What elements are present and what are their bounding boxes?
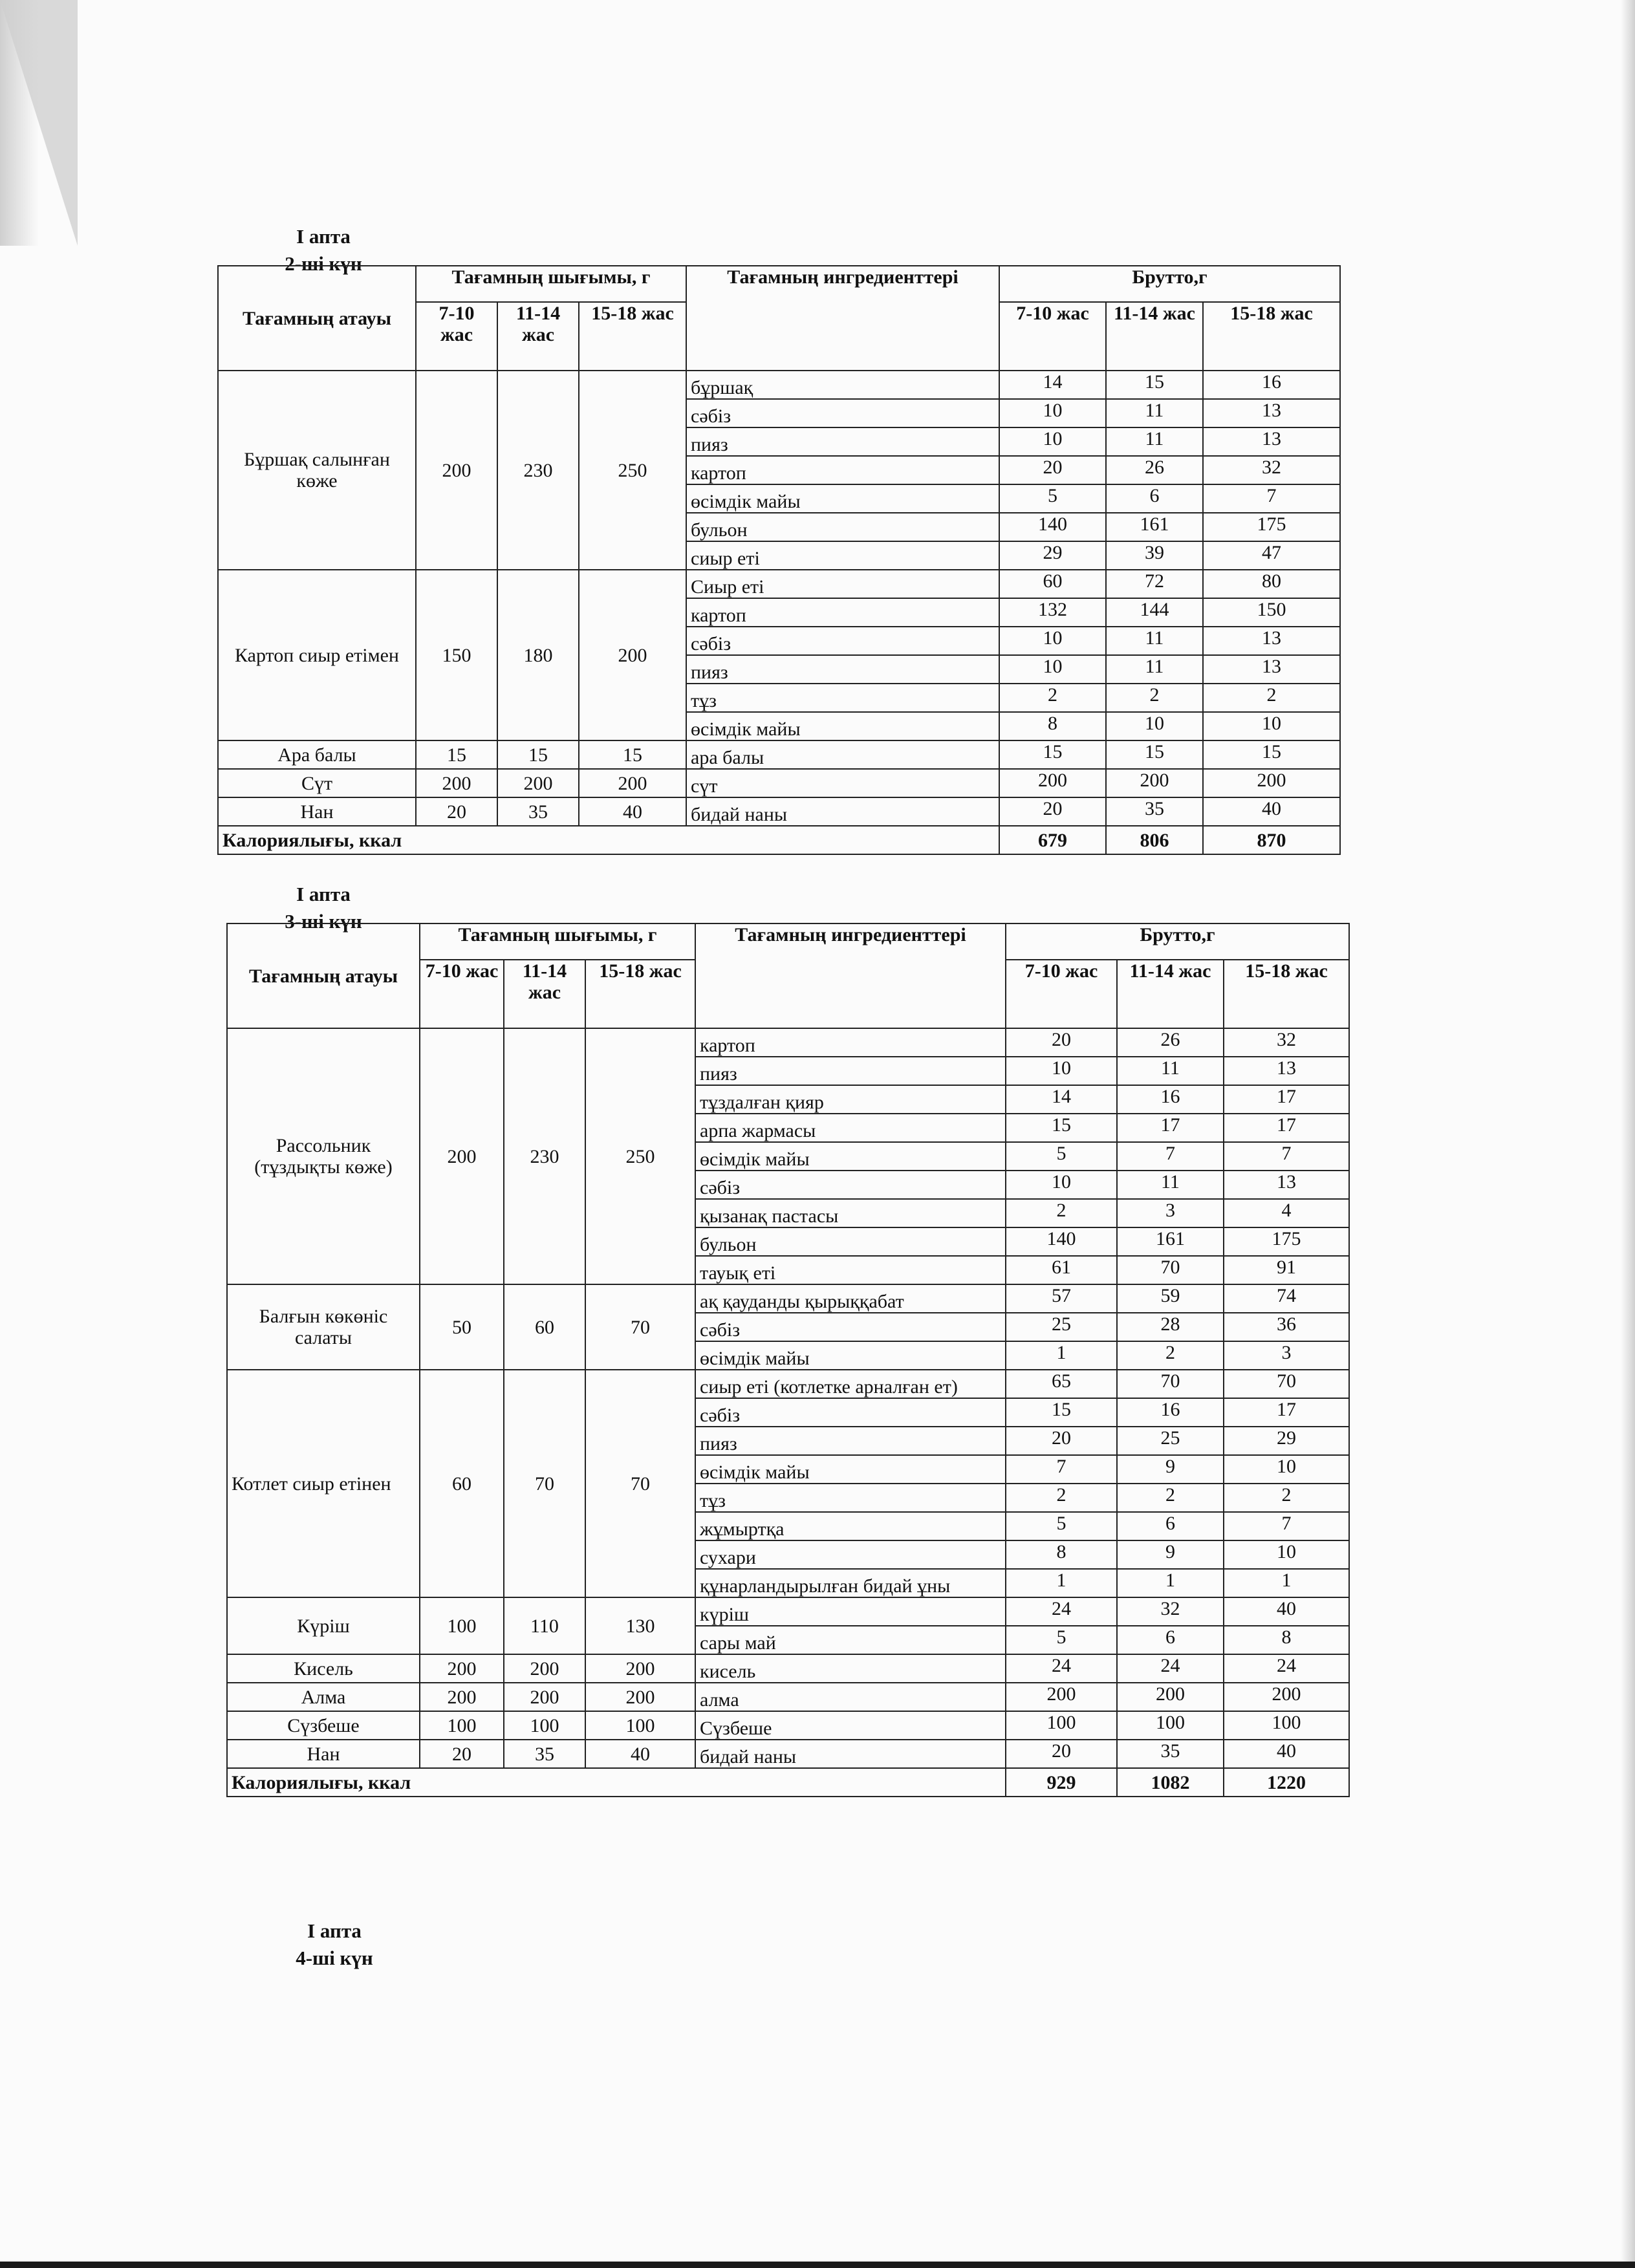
brutto-11-14: 11 bbox=[1106, 399, 1203, 427]
dish-name: Сүзбеше bbox=[227, 1711, 420, 1740]
brutto-11-14: 6 bbox=[1106, 484, 1203, 513]
ingredient-name: картоп bbox=[686, 456, 999, 484]
brutto-15-18: 91 bbox=[1224, 1256, 1349, 1284]
brutto-7-10: 20 bbox=[999, 797, 1106, 826]
ingredient-name: сәбіз bbox=[695, 1398, 1006, 1427]
brutto-11-14: 11 bbox=[1106, 427, 1203, 456]
table-row bbox=[227, 1597, 1349, 1626]
brutto-11-14: 9 bbox=[1117, 1455, 1224, 1484]
brutto-7-10: 5 bbox=[1006, 1512, 1117, 1540]
ingredient-name: қызанақ пастасы bbox=[695, 1199, 1006, 1227]
dish-output-15-18: 250 bbox=[579, 371, 686, 570]
day3-body bbox=[227, 1028, 1349, 1797]
brutto-11-14: 28 bbox=[1117, 1313, 1224, 1341]
brutto-7-10: 200 bbox=[999, 769, 1106, 797]
brutto-7-10: 2 bbox=[1006, 1484, 1117, 1512]
dish-output-15-18: 70 bbox=[585, 1284, 695, 1370]
brutto-7-10: 20 bbox=[1006, 1427, 1117, 1455]
ingredient-name: бульон bbox=[686, 513, 999, 541]
brutto-7-10: 10 bbox=[999, 627, 1106, 655]
ingredient-name: сары май bbox=[695, 1626, 1006, 1654]
dish-output-11-14: 230 bbox=[504, 1028, 585, 1284]
brutto-15-18: 2 bbox=[1224, 1484, 1349, 1512]
calorie-total-11-14: 806 bbox=[1106, 826, 1203, 854]
calorie-total-15-18: 1220 bbox=[1224, 1768, 1349, 1797]
calorie-row bbox=[227, 1768, 1349, 1797]
header-output-age-11-14: 11-14 жас bbox=[504, 960, 585, 1028]
dish-output-15-18: 250 bbox=[585, 1028, 695, 1284]
header-brutto-age-7-10: 7-10 жас bbox=[1006, 960, 1117, 1028]
ingredient-name: сәбіз bbox=[686, 399, 999, 427]
calorie-label: Калориялығы, ккал bbox=[227, 1768, 1006, 1797]
brutto-7-10: 57 bbox=[1006, 1284, 1117, 1313]
brutto-7-10: 1 bbox=[1006, 1341, 1117, 1370]
dish-output-7-10: 200 bbox=[420, 1654, 504, 1683]
page-corner-shadow bbox=[0, 0, 39, 246]
ingredient-name: өсімдік майы bbox=[695, 1455, 1006, 1484]
brutto-15-18: 200 bbox=[1203, 769, 1340, 797]
dish-output-7-10: 200 bbox=[416, 371, 497, 570]
header-output-age-15-18: 15-18 жас bbox=[585, 960, 695, 1028]
header-brutto: Брутто,г bbox=[999, 266, 1340, 302]
brutto-11-14: 100 bbox=[1117, 1711, 1224, 1740]
brutto-15-18: 10 bbox=[1224, 1540, 1349, 1569]
dish-name: Сүт bbox=[218, 769, 416, 797]
brutto-15-18: 13 bbox=[1203, 627, 1340, 655]
dish-name: Рассольник (тұздықты көже) bbox=[227, 1028, 420, 1284]
ingredient-name: бульон bbox=[695, 1227, 1006, 1256]
dish-name: Күріш bbox=[227, 1597, 420, 1654]
brutto-7-10: 2 bbox=[999, 684, 1106, 712]
dish-output-11-14: 100 bbox=[504, 1711, 585, 1740]
table-row bbox=[227, 1370, 1349, 1398]
brutto-15-18: 100 bbox=[1224, 1711, 1349, 1740]
dish-output-11-14: 200 bbox=[504, 1683, 585, 1711]
dish-output-7-10: 200 bbox=[416, 769, 497, 797]
calorie-label: Калориялығы, ккал bbox=[218, 826, 999, 854]
brutto-15-18: 24 bbox=[1224, 1654, 1349, 1683]
brutto-11-14: 7 bbox=[1117, 1142, 1224, 1171]
brutto-15-18: 7 bbox=[1203, 484, 1340, 513]
brutto-15-18: 13 bbox=[1203, 655, 1340, 684]
table-row bbox=[227, 1711, 1349, 1740]
table-row bbox=[218, 797, 1340, 826]
brutto-7-10: 10 bbox=[1006, 1057, 1117, 1085]
brutto-7-10: 25 bbox=[1006, 1313, 1117, 1341]
dish-name: Нан bbox=[227, 1740, 420, 1768]
brutto-7-10: 5 bbox=[1006, 1626, 1117, 1654]
brutto-7-10: 5 bbox=[1006, 1142, 1117, 1171]
calorie-total-7-10: 929 bbox=[1006, 1768, 1117, 1797]
ingredient-name: бидай наны bbox=[695, 1740, 1006, 1768]
brutto-15-18: 15 bbox=[1203, 740, 1340, 769]
table-row bbox=[227, 1654, 1349, 1683]
dish-output-15-18: 200 bbox=[585, 1683, 695, 1711]
brutto-11-14: 16 bbox=[1117, 1085, 1224, 1114]
ingredient-name: алма bbox=[695, 1683, 1006, 1711]
brutto-7-10: 65 bbox=[1006, 1370, 1117, 1398]
ingredient-name: тұздалған қияр bbox=[695, 1085, 1006, 1114]
brutto-11-14: 3 bbox=[1117, 1199, 1224, 1227]
dish-output-15-18: 200 bbox=[585, 1654, 695, 1683]
brutto-15-18: 7 bbox=[1224, 1512, 1349, 1540]
brutto-11-14: 32 bbox=[1117, 1597, 1224, 1626]
ingredient-name: сәбіз bbox=[695, 1313, 1006, 1341]
brutto-7-10: 10 bbox=[1006, 1171, 1117, 1199]
brutto-11-14: 59 bbox=[1117, 1284, 1224, 1313]
ingredient-name: жұмыртқа bbox=[695, 1512, 1006, 1540]
dish-name: Нан bbox=[218, 797, 416, 826]
ingredient-name: пияз bbox=[686, 427, 999, 456]
brutto-11-14: 26 bbox=[1106, 456, 1203, 484]
brutto-11-14: 2 bbox=[1117, 1484, 1224, 1512]
brutto-7-10: 7 bbox=[1006, 1455, 1117, 1484]
brutto-11-14: 11 bbox=[1117, 1171, 1224, 1199]
dish-name: Алма bbox=[227, 1683, 420, 1711]
table-row bbox=[227, 1284, 1349, 1313]
brutto-7-10: 15 bbox=[1006, 1114, 1117, 1142]
table-row bbox=[227, 1683, 1349, 1711]
calorie-row bbox=[218, 826, 1340, 854]
ingredient-name: тұз bbox=[686, 684, 999, 712]
ingredient-name: тұз bbox=[695, 1484, 1006, 1512]
brutto-11-14: 200 bbox=[1106, 769, 1203, 797]
brutto-11-14: 161 bbox=[1117, 1227, 1224, 1256]
brutto-7-10: 20 bbox=[1006, 1740, 1117, 1768]
brutto-15-18: 80 bbox=[1203, 570, 1340, 598]
dish-output-15-18: 40 bbox=[579, 797, 686, 826]
brutto-11-14: 161 bbox=[1106, 513, 1203, 541]
brutto-11-14: 15 bbox=[1106, 371, 1203, 399]
dish-output-11-14: 60 bbox=[504, 1284, 585, 1370]
ingredient-name: пияз bbox=[686, 655, 999, 684]
brutto-15-18: 40 bbox=[1224, 1597, 1349, 1626]
table-row bbox=[218, 769, 1340, 797]
brutto-11-14: 144 bbox=[1106, 598, 1203, 627]
dish-output-15-18: 15 bbox=[579, 740, 686, 769]
brutto-11-14: 70 bbox=[1117, 1256, 1224, 1284]
brutto-15-18: 10 bbox=[1203, 712, 1340, 740]
header-brutto-age-15-18: 15-18 жас bbox=[1203, 302, 1340, 371]
brutto-7-10: 10 bbox=[999, 427, 1106, 456]
table-row bbox=[227, 1028, 1349, 1057]
dish-name: Кисель bbox=[227, 1654, 420, 1683]
scan-bottom-edge bbox=[0, 2262, 1635, 2268]
brutto-11-14: 2 bbox=[1106, 684, 1203, 712]
brutto-7-10: 200 bbox=[1006, 1683, 1117, 1711]
header-output-age-7-10: 7-10 жас bbox=[416, 302, 497, 371]
brutto-7-10: 24 bbox=[1006, 1597, 1117, 1626]
brutto-7-10: 8 bbox=[999, 712, 1106, 740]
ingredient-name: өсімдік майы bbox=[686, 712, 999, 740]
brutto-15-18: 175 bbox=[1224, 1227, 1349, 1256]
week-label: І апта bbox=[307, 1919, 362, 1942]
dish-output-11-14: 200 bbox=[504, 1654, 585, 1683]
dish-output-11-14: 230 bbox=[497, 371, 579, 570]
dish-output-7-10: 150 bbox=[416, 570, 497, 740]
day-label: 2-ші күн bbox=[285, 252, 362, 275]
brutto-7-10: 14 bbox=[999, 371, 1106, 399]
brutto-15-18: 17 bbox=[1224, 1398, 1349, 1427]
brutto-15-18: 3 bbox=[1224, 1341, 1349, 1370]
page-edge-shadow bbox=[1621, 0, 1635, 2268]
dish-output-15-18: 200 bbox=[579, 570, 686, 740]
ingredient-name: пияз bbox=[695, 1057, 1006, 1085]
ingredient-name: құнарландырылған бидай ұны bbox=[695, 1569, 1006, 1597]
brutto-7-10: 10 bbox=[999, 655, 1106, 684]
brutto-15-18: 1 bbox=[1224, 1569, 1349, 1597]
header-dish-name: Тағамның атауы bbox=[218, 266, 416, 371]
dish-output-11-14: 35 bbox=[504, 1740, 585, 1768]
brutto-15-18: 10 bbox=[1224, 1455, 1349, 1484]
brutto-11-14: 11 bbox=[1106, 655, 1203, 684]
header-ingredients: Тағамның ингредиенттері bbox=[695, 923, 1006, 1028]
day2-body bbox=[218, 371, 1340, 854]
brutto-7-10: 15 bbox=[999, 740, 1106, 769]
brutto-15-18: 16 bbox=[1203, 371, 1340, 399]
brutto-7-10: 100 bbox=[1006, 1711, 1117, 1740]
brutto-7-10: 61 bbox=[1006, 1256, 1117, 1284]
header-output-age-15-18: 15-18 жас bbox=[579, 302, 686, 371]
dish-output-11-14: 180 bbox=[497, 570, 579, 740]
brutto-15-18: 13 bbox=[1203, 427, 1340, 456]
calorie-total-7-10: 679 bbox=[999, 826, 1106, 854]
brutto-7-10: 15 bbox=[1006, 1398, 1117, 1427]
brutto-15-18: 4 bbox=[1224, 1199, 1349, 1227]
dish-name: Котлет сиыр етінен bbox=[227, 1370, 420, 1597]
dish-output-7-10: 15 bbox=[416, 740, 497, 769]
brutto-11-14: 1 bbox=[1117, 1569, 1224, 1597]
ingredient-name: өсімдік майы bbox=[695, 1142, 1006, 1171]
brutto-11-14: 35 bbox=[1117, 1740, 1224, 1768]
brutto-11-14: 6 bbox=[1117, 1512, 1224, 1540]
header-brutto-age-15-18: 15-18 жас bbox=[1224, 960, 1349, 1028]
brutto-15-18: 2 bbox=[1203, 684, 1340, 712]
brutto-11-14: 17 bbox=[1117, 1114, 1224, 1142]
brutto-15-18: 8 bbox=[1224, 1626, 1349, 1654]
header-output: Тағамның шығымы, г bbox=[416, 266, 686, 302]
ingredient-name: картоп bbox=[686, 598, 999, 627]
ingredient-name: арпа жармасы bbox=[695, 1114, 1006, 1142]
ingredient-name: күріш bbox=[695, 1597, 1006, 1626]
dish-output-11-14: 70 bbox=[504, 1370, 585, 1597]
dish-output-7-10: 100 bbox=[420, 1597, 504, 1654]
brutto-11-14: 16 bbox=[1117, 1398, 1224, 1427]
brutto-11-14: 70 bbox=[1117, 1370, 1224, 1398]
ingredient-name: ара балы bbox=[686, 740, 999, 769]
header-brutto: Брутто,г bbox=[1006, 923, 1349, 960]
header-ingredients: Тағамның ингредиенттері bbox=[686, 266, 999, 371]
dish-name: Балғын көкөніс салаты bbox=[227, 1284, 420, 1370]
ingredient-name: сәбіз bbox=[695, 1171, 1006, 1199]
brutto-15-18: 74 bbox=[1224, 1284, 1349, 1313]
dish-output-7-10: 200 bbox=[420, 1683, 504, 1711]
brutto-7-10: 10 bbox=[999, 399, 1106, 427]
dish-output-7-10: 200 bbox=[420, 1028, 504, 1284]
day3-menu-table bbox=[226, 923, 1350, 1797]
header-output-age-11-14: 11-14 жас bbox=[497, 302, 579, 371]
table-row bbox=[227, 1740, 1349, 1768]
brutto-15-18: 17 bbox=[1224, 1114, 1349, 1142]
day4-heading bbox=[276, 1917, 393, 1972]
dish-output-15-18: 70 bbox=[585, 1370, 695, 1597]
brutto-7-10: 132 bbox=[999, 598, 1106, 627]
ingredient-name: өсімдік майы bbox=[695, 1341, 1006, 1370]
brutto-15-18: 13 bbox=[1224, 1171, 1349, 1199]
brutto-11-14: 25 bbox=[1117, 1427, 1224, 1455]
ingredient-name: Сүзбеше bbox=[695, 1711, 1006, 1740]
brutto-7-10: 20 bbox=[999, 456, 1106, 484]
brutto-11-14: 11 bbox=[1117, 1057, 1224, 1085]
ingredient-name: тауық еті bbox=[695, 1256, 1006, 1284]
dish-output-11-14: 110 bbox=[504, 1597, 585, 1654]
ingredient-name: картоп bbox=[695, 1028, 1006, 1057]
header-dish-name: Тағамның атауы bbox=[227, 923, 420, 1028]
dish-output-15-18: 40 bbox=[585, 1740, 695, 1768]
brutto-7-10: 60 bbox=[999, 570, 1106, 598]
ingredient-name: өсімдік майы bbox=[686, 484, 999, 513]
brutto-11-14: 11 bbox=[1106, 627, 1203, 655]
dish-name: Ара балы bbox=[218, 740, 416, 769]
brutto-11-14: 2 bbox=[1117, 1341, 1224, 1370]
brutto-15-18: 70 bbox=[1224, 1370, 1349, 1398]
brutto-11-14: 24 bbox=[1117, 1654, 1224, 1683]
brutto-11-14: 26 bbox=[1117, 1028, 1224, 1057]
brutto-15-18: 7 bbox=[1224, 1142, 1349, 1171]
ingredient-name: сүт bbox=[686, 769, 999, 797]
header-output-age-7-10: 7-10 жас bbox=[420, 960, 504, 1028]
brutto-15-18: 32 bbox=[1224, 1028, 1349, 1057]
dish-output-7-10: 100 bbox=[420, 1711, 504, 1740]
table-row bbox=[218, 570, 1340, 598]
ingredient-name: Сиыр еті bbox=[686, 570, 999, 598]
brutto-11-14: 6 bbox=[1117, 1626, 1224, 1654]
brutto-11-14: 9 bbox=[1117, 1540, 1224, 1569]
brutto-7-10: 20 bbox=[1006, 1028, 1117, 1057]
brutto-15-18: 175 bbox=[1203, 513, 1340, 541]
dish-output-11-14: 200 bbox=[497, 769, 579, 797]
brutto-15-18: 13 bbox=[1203, 399, 1340, 427]
day-label: 3-ші күн bbox=[285, 910, 362, 933]
brutto-15-18: 32 bbox=[1203, 456, 1340, 484]
dish-output-11-14: 15 bbox=[497, 740, 579, 769]
brutto-15-18: 29 bbox=[1224, 1427, 1349, 1455]
calorie-total-11-14: 1082 bbox=[1117, 1768, 1224, 1797]
brutto-11-14: 72 bbox=[1106, 570, 1203, 598]
brutto-15-18: 150 bbox=[1203, 598, 1340, 627]
dish-output-7-10: 20 bbox=[416, 797, 497, 826]
dish-output-11-14: 35 bbox=[497, 797, 579, 826]
dish-name: Картоп сиыр етімен bbox=[218, 570, 416, 740]
dish-output-15-18: 100 bbox=[585, 1711, 695, 1740]
ingredient-name: ақ қауданды қырыққабат bbox=[695, 1284, 1006, 1313]
ingredient-name: кисель bbox=[695, 1654, 1006, 1683]
header-brutto-age-11-14: 11-14 жас bbox=[1106, 302, 1203, 371]
ingredient-name: сиыр еті (котлетке арналған ет) bbox=[695, 1370, 1006, 1398]
brutto-15-18: 13 bbox=[1224, 1057, 1349, 1085]
dish-output-15-18: 130 bbox=[585, 1597, 695, 1654]
header-brutto-age-11-14: 11-14 жас bbox=[1117, 960, 1224, 1028]
brutto-15-18: 36 bbox=[1224, 1313, 1349, 1341]
ingredient-name: сәбіз bbox=[686, 627, 999, 655]
calorie-total-15-18: 870 bbox=[1203, 826, 1340, 854]
brutto-7-10: 14 bbox=[1006, 1085, 1117, 1114]
brutto-15-18: 40 bbox=[1224, 1740, 1349, 1768]
ingredient-name: бұршақ bbox=[686, 371, 999, 399]
week-label: І апта bbox=[296, 225, 351, 248]
ingredient-name: бидай наны bbox=[686, 797, 999, 826]
brutto-7-10: 140 bbox=[1006, 1227, 1117, 1256]
brutto-15-18: 200 bbox=[1224, 1683, 1349, 1711]
brutto-7-10: 24 bbox=[1006, 1654, 1117, 1683]
dish-output-15-18: 200 bbox=[579, 769, 686, 797]
ingredient-name: сухари bbox=[695, 1540, 1006, 1569]
header-output: Тағамның шығымы, г bbox=[420, 923, 695, 960]
brutto-7-10: 2 bbox=[1006, 1199, 1117, 1227]
dish-name: Бұршақ салынған көже bbox=[218, 371, 416, 570]
brutto-7-10: 1 bbox=[1006, 1569, 1117, 1597]
brutto-11-14: 10 bbox=[1106, 712, 1203, 740]
table-row bbox=[218, 740, 1340, 769]
day2-menu-table bbox=[217, 265, 1341, 855]
brutto-11-14: 200 bbox=[1117, 1683, 1224, 1711]
day-label: 4-ші күн bbox=[296, 1947, 373, 1969]
brutto-7-10: 29 bbox=[999, 541, 1106, 570]
dish-output-7-10: 50 bbox=[420, 1284, 504, 1370]
brutto-11-14: 35 bbox=[1106, 797, 1203, 826]
brutto-11-14: 15 bbox=[1106, 740, 1203, 769]
week-label: І апта bbox=[296, 883, 351, 905]
brutto-15-18: 17 bbox=[1224, 1085, 1349, 1114]
brutto-15-18: 40 bbox=[1203, 797, 1340, 826]
ingredient-name: сиыр еті bbox=[686, 541, 999, 570]
brutto-7-10: 5 bbox=[999, 484, 1106, 513]
header-brutto-age-7-10: 7-10 жас bbox=[999, 302, 1106, 371]
table-row bbox=[218, 371, 1340, 399]
dish-output-7-10: 60 bbox=[420, 1370, 504, 1597]
dish-output-7-10: 20 bbox=[420, 1740, 504, 1768]
ingredient-name: пияз bbox=[695, 1427, 1006, 1455]
brutto-11-14: 39 bbox=[1106, 541, 1203, 570]
brutto-7-10: 8 bbox=[1006, 1540, 1117, 1569]
brutto-15-18: 47 bbox=[1203, 541, 1340, 570]
brutto-7-10: 140 bbox=[999, 513, 1106, 541]
